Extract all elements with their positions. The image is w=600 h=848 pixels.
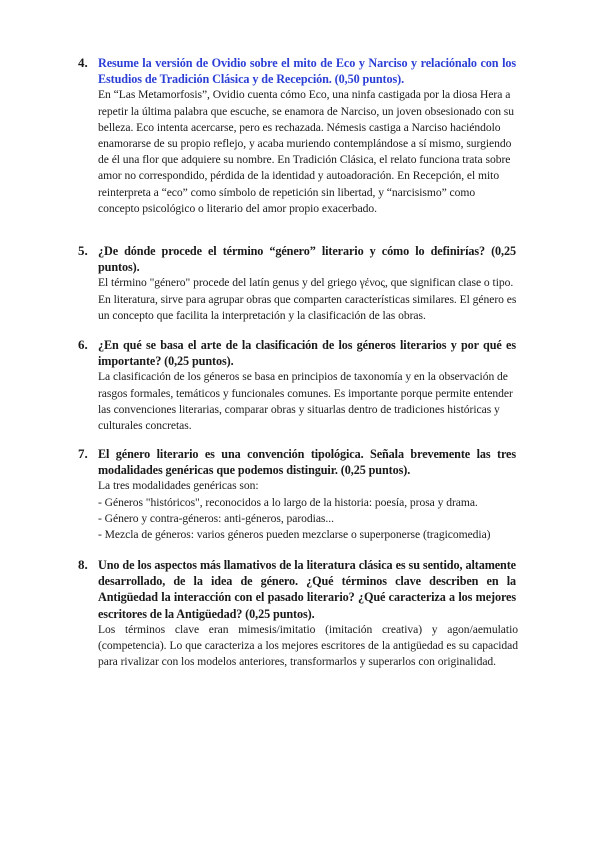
answer-line: La tres modalidades genéricas son: [98, 479, 259, 493]
question-8 [0, 557, 600, 670]
question-title: ¿En qué se basa el arte de la clasificación de los géneros literarios y por qué es importante? (0,25 puntos). [98, 338, 516, 369]
question-7 [0, 446, 600, 543]
question-title: El género literario es una convención tipológica. Señala brevemente las tres modalidades genéricas que podemos distinguir. (0,25 puntos). [98, 447, 516, 478]
answer-text: Los términos clave eran mimesis/imitatio (imitación creativa) y agon/aemulatio (competencia). Lo que caracteriza a los mejores escritores de la antigüedad es su capacidad para rivalizar con los modelos anteriores, transformarlos y superarlos con originalidad. [98, 622, 518, 669]
answer-list [98, 478, 518, 543]
question-6 [0, 337, 600, 434]
question-5 [0, 243, 600, 324]
question-title: ¿De dónde procede el término “género” literario y cómo lo definirías? (0,25 puntos). [98, 244, 516, 275]
answer-line: - Géneros "históricos", reconocidos a lo largo de la historia: poesía, prosa y drama. [98, 495, 478, 509]
answer-text: La clasificación de los géneros se basa en principios de taxonomía y en la observación de rasgos formales, temáticos y funcionales comunes. Es importante porque permite entender las convenciones literarias, comparar obras y situarlas dentro de tradiciones históricas y culturales concretas. [98, 370, 513, 433]
answer-text: En “Las Metamorfosis”, Ovidio cuenta cómo Eco, una ninfa castigada por la diosa Hera a repetir la última palabra que escuche, se enamora de Narciso, un joven obsesionado con su belleza. Eco intenta acercarse, pero es rechazada. Némesis castiga a Narciso haciéndolo enamorarse de su propio reflejo, y acaba muriendo contemplándose a sí mismo, surgiendo de él una flor que adquiere su nombre. En Tradición Clásica, el relato funciona trata sobre amor no correspondido, pérdida de la identidad y autoadoración. En Recepción, el mito reinterpreta a “eco” como símbolo de repetición sin libertad, y “narcisismo” como concepto psicológico o literario del amor propio exacerbado. [98, 88, 514, 215]
question-title: Uno de los aspectos más llamativos de la literatura clásica es su sentido, altamente desarrollado, de la idea de género. ¿Qué términos clave describen en la Antigüedad la interacción con el pasado literario? ¿Qué caracteriza a los mejores escritores de la Antigüedad? (0,25 puntos). [98, 558, 516, 621]
answer-line: - Género y contra-géneros: anti-géneros, parodias... [98, 511, 334, 525]
question-number: 5. [78, 243, 88, 258]
question-4 [0, 55, 600, 217]
answer-line: - Mezcla de géneros: varios géneros pueden mezclarse o superponerse (tragicomedia) [98, 528, 491, 542]
question-number: 7. [78, 446, 88, 461]
question-title: Resume la versión de Ovidio sobre el mito de Eco y Narciso y relaciónalo con los Estudios de Tradición Clásica y de Recepción. (0,50 puntos). [98, 56, 516, 87]
question-number: 8. [78, 557, 88, 572]
question-number: 6. [78, 337, 88, 352]
answer-text: El término "género" procede del latín genus y del griego γένος, que significan clase o tipo. En literatura, sirve para agrupar obras que comparten características similares. El género es un concepto que facilita la interpretación y la clasificación de las obras. [98, 276, 517, 322]
question-number: 4. [78, 55, 88, 70]
